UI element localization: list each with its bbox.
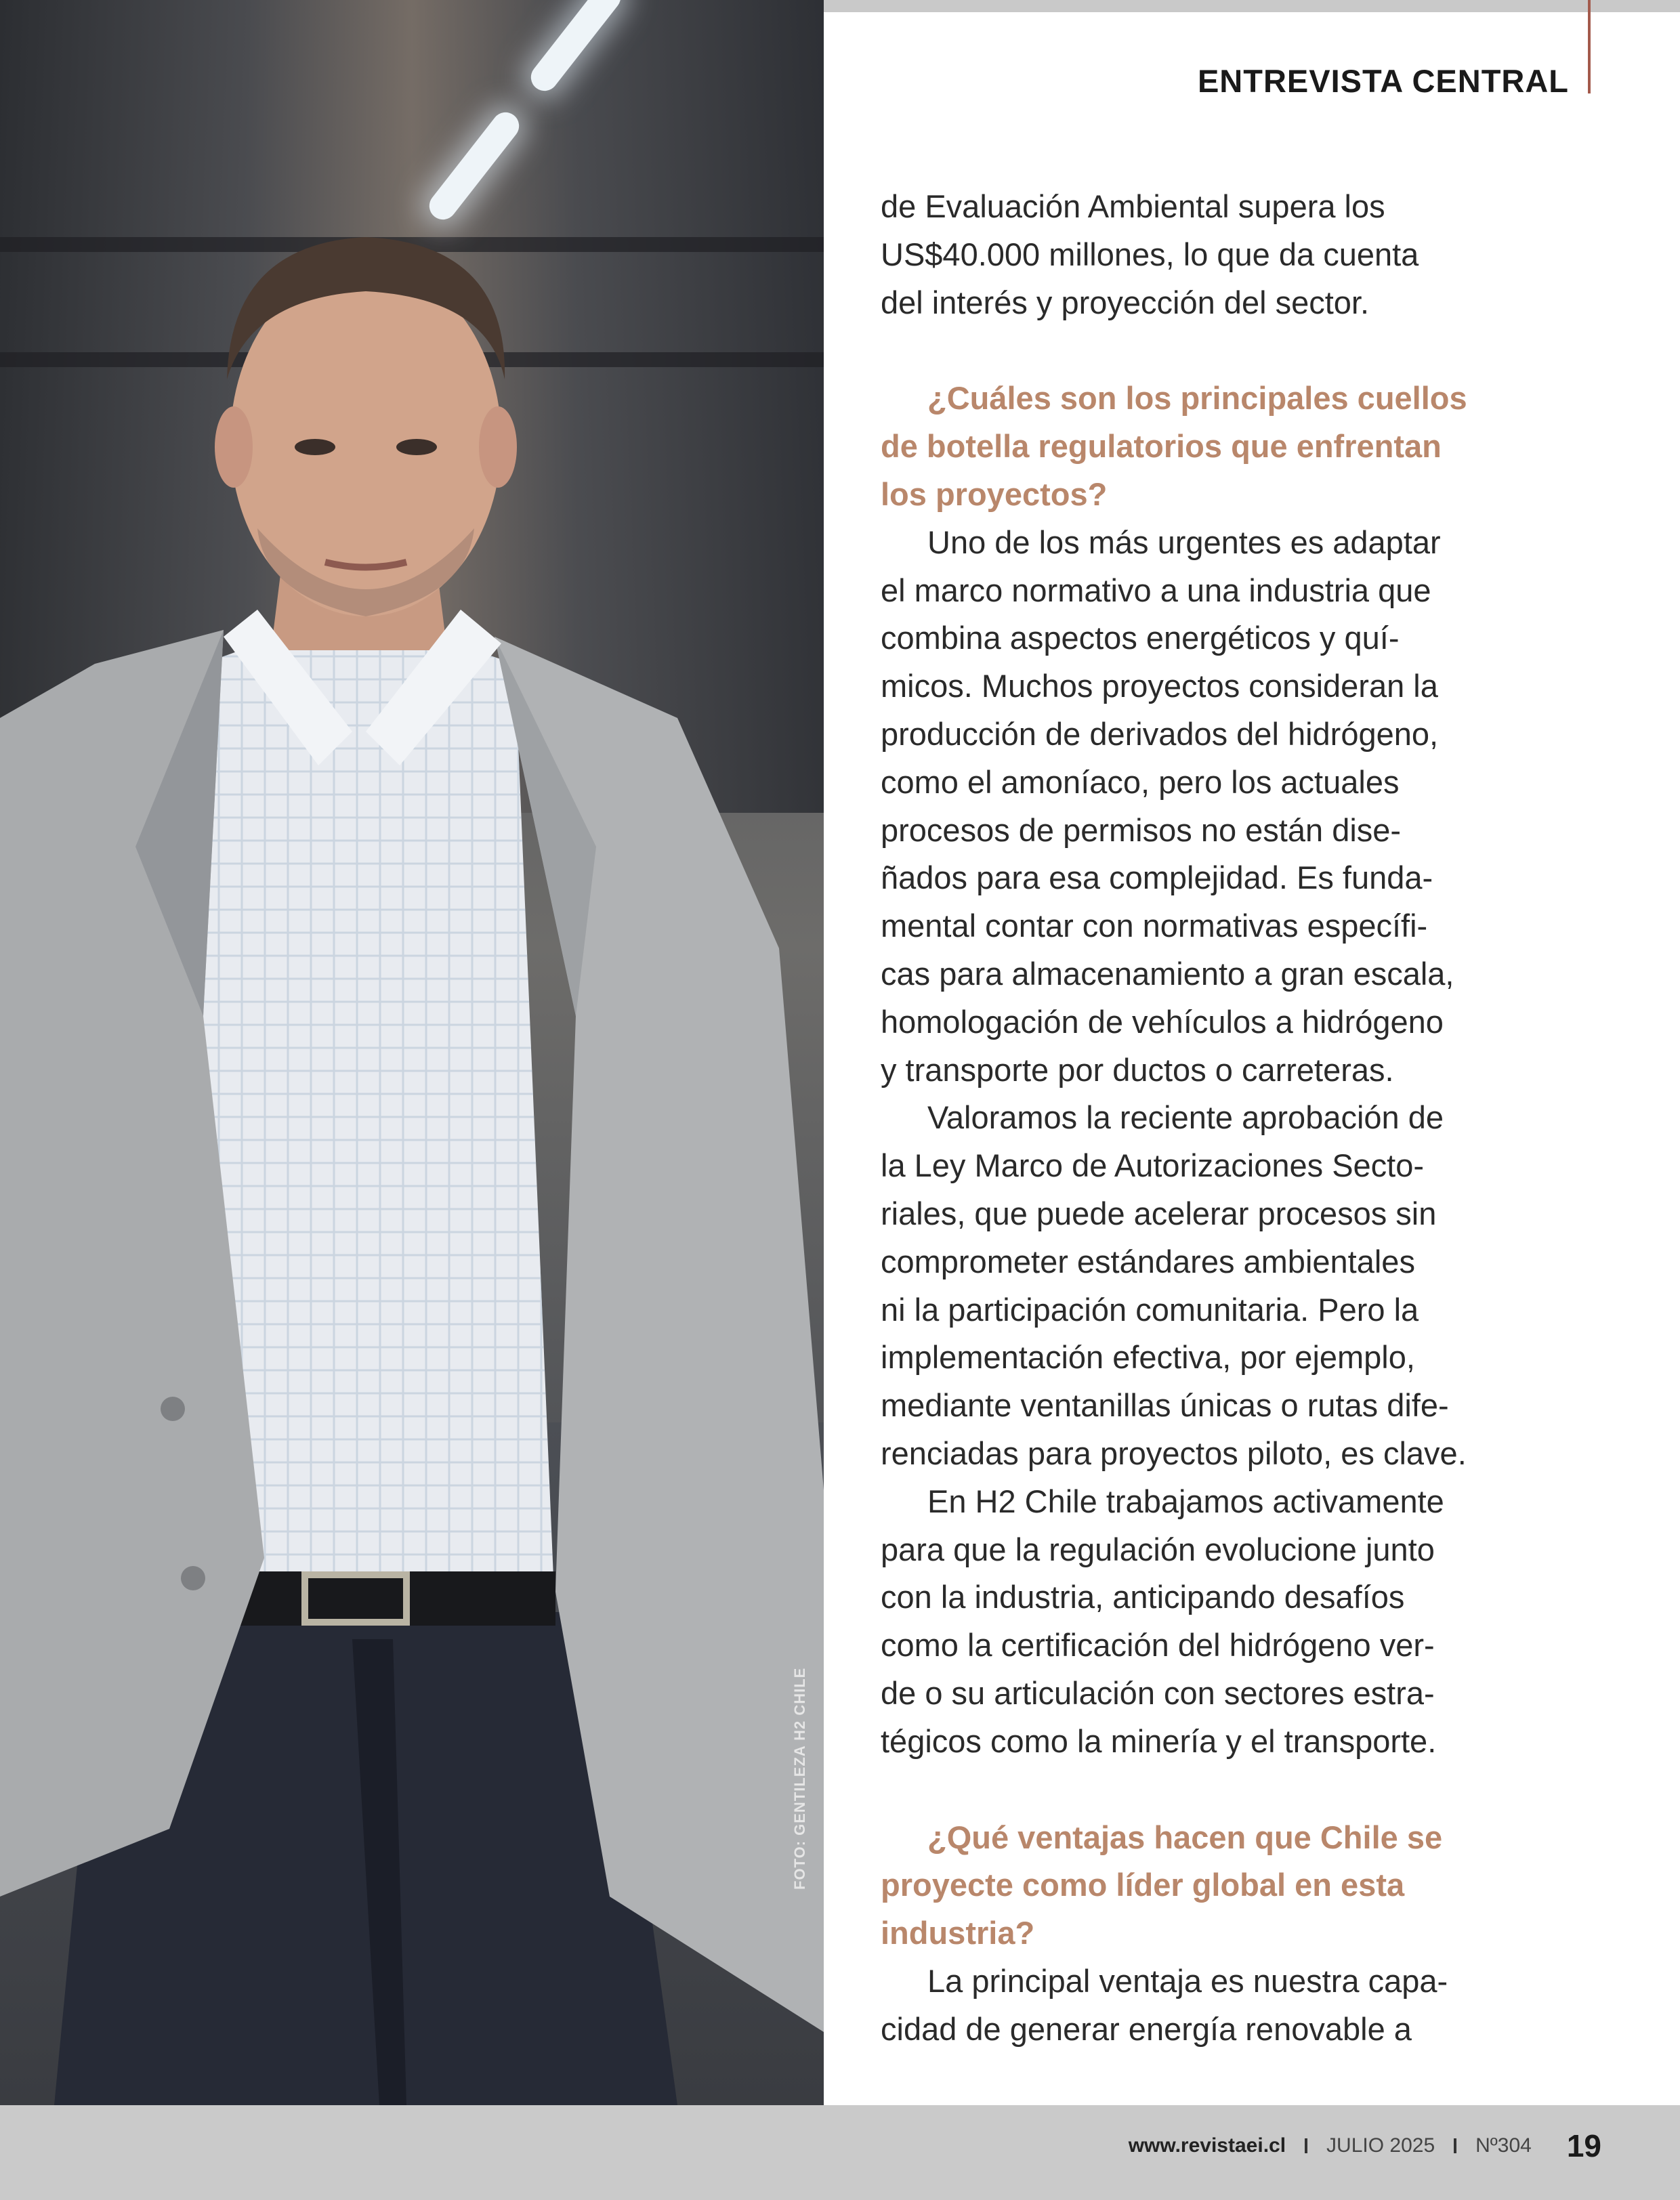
article-line: del interés y proyección del sector. (881, 284, 1370, 320)
section-accent-rule (1588, 0, 1591, 93)
article-line: renciadas para proyectos piloto, es clave. (881, 1435, 1467, 1471)
issue-date: JULIO 2025 (1326, 2134, 1435, 2157)
article-line: tégicos como la minería y el transporte. (881, 1722, 1437, 1759)
article-line: cidad de generar energía renovable a (881, 2010, 1412, 2047)
article-line: micos. Muchos proyectos consideran la (881, 668, 1438, 704)
article-line: mediante ventanillas únicas o rutas dife- (881, 1387, 1449, 1424)
question-heading-line: proyecte como líder global en esta (881, 1867, 1405, 1903)
article-line: comprometer estándares ambientales (881, 1243, 1415, 1279)
article-line: mental contar con normativas específi- (881, 908, 1428, 944)
article-line: implementación efectiva, por ejemplo, (881, 1339, 1415, 1376)
article-line: como la certificación del hidrógeno ver- (881, 1627, 1435, 1664)
article-line: de Evaluación Ambiental supera los (881, 188, 1385, 224)
article-line: como el amoníaco, pero los actuales (881, 763, 1400, 800)
article-line: combina aspectos energéticos y quí- (881, 620, 1400, 656)
article-line: la Ley Marco de Autorizaciones Secto- (881, 1147, 1425, 1184)
question-heading-line: ¿Cuáles son los principales cuellos (927, 380, 1467, 417)
article-line: procesos de permisos no están dise- (881, 811, 1402, 848)
article-line: riales, que puede acelerar procesos sin (881, 1195, 1437, 1231)
footer-info (1129, 2125, 1601, 2166)
article-line: producción de derivados del hidrógeno, (881, 715, 1439, 752)
article-line: cas para almacenamiento a gran escala, (881, 955, 1454, 992)
section-label: ENTREVISTA CENTRAL (1197, 63, 1569, 99)
article-line: Uno de los más urgentes es adaptar (927, 524, 1441, 560)
issue-number: Nº304 (1475, 2134, 1532, 2157)
paragraph-gap (881, 326, 1531, 375)
footer-separator (1305, 2138, 1307, 2153)
article-line: homologación de vehículos a hidrógeno (881, 1003, 1444, 1040)
article-line: para que la regulación evolucione junto (881, 1531, 1435, 1567)
paragraph-gap (881, 1766, 1531, 1814)
article-body (881, 183, 1531, 2053)
photo-credit: FOTO: GENTILEZA H2 CHILE (791, 1667, 808, 1890)
question-heading-line: los proyectos? (881, 475, 1108, 512)
article-line: y transporte por ductos o carreteras. (881, 1051, 1394, 1088)
question-heading-line: ¿Qué ventajas hacen que Chile se (927, 1819, 1443, 1855)
top-strip (824, 0, 1680, 12)
article-line: el marco normativo a una industria que (881, 572, 1431, 608)
article-line: La principal ventaja es nuestra capa- (927, 1962, 1448, 1999)
man-in-gray-blazer-figure (0, 0, 824, 2105)
portrait-photo (0, 0, 824, 2105)
article-line: ñados para esa complejidad. Es funda- (881, 860, 1433, 896)
article-line: de o su articulación con sectores estra- (881, 1674, 1435, 1711)
article-line: Valoramos la reciente aprobación de (927, 1099, 1444, 1136)
question-heading-line: de botella regulatorios que enfrentan (881, 428, 1442, 465)
website-link[interactable]: www.revistaei.cl (1128, 2134, 1286, 2157)
question-heading-line: industria? (881, 1915, 1035, 1951)
footer-separator (1454, 2138, 1456, 2153)
article-line: ni la participación comunitaria. Pero la (881, 1291, 1419, 1328)
article-line: US$40.000 millones, lo que da cuenta (881, 236, 1419, 272)
article-line: En H2 Chile trabajamos activamente (927, 1483, 1444, 1519)
article-line: con la industria, anticipando desafíos (881, 1579, 1405, 1615)
page-number: 19 (1566, 2128, 1601, 2163)
